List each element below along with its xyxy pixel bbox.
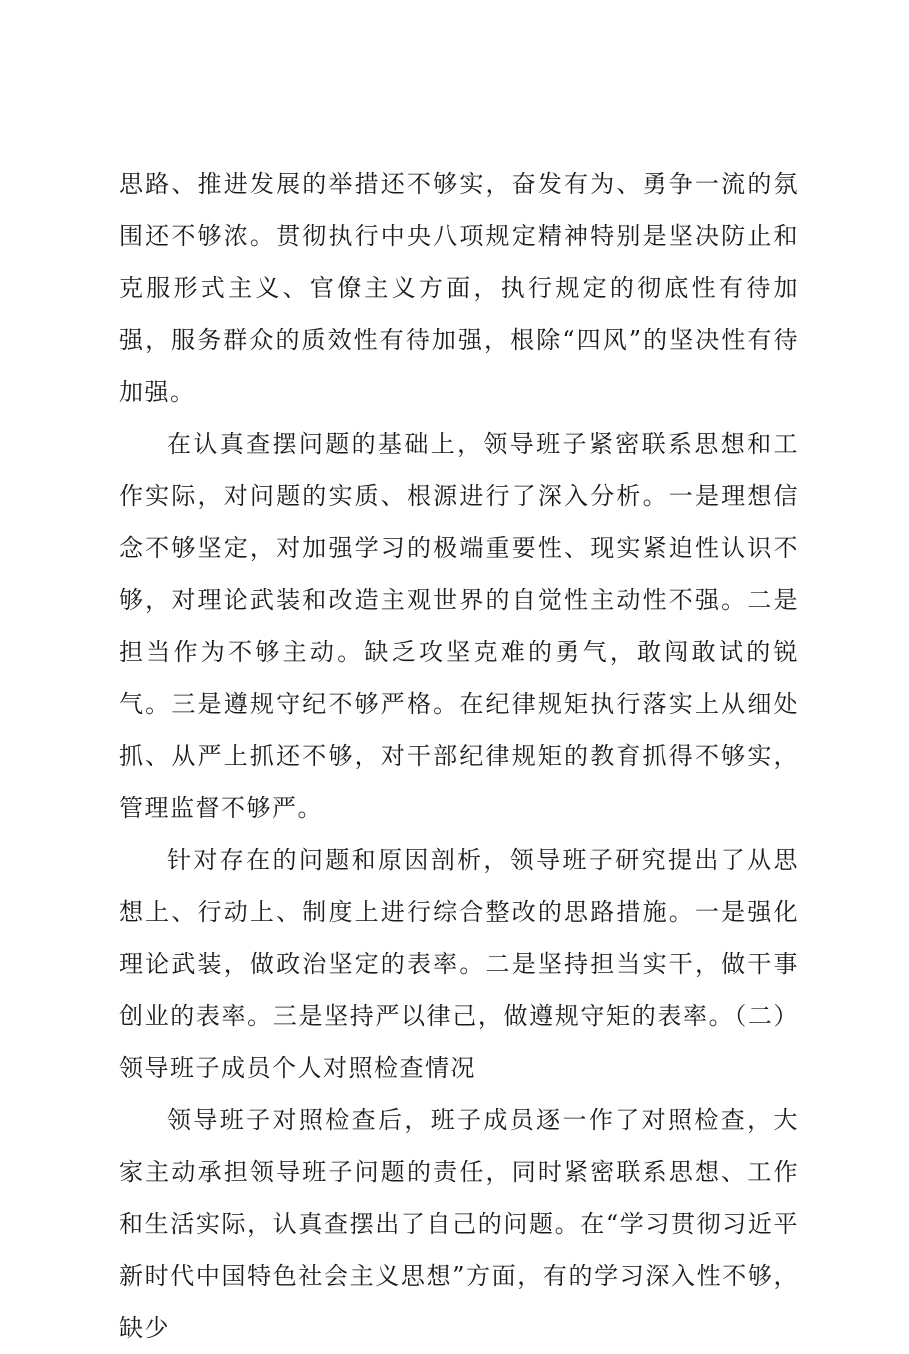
paragraph-4: 领导班子对照检查后，班子成员逐一作了对照检查，大家主动承担领导班子问题的责任，同时紧密联系思想、工作和生活实际，认真查摆出了自己的问题。在“学习贯彻习近平新时代中国特色社会主义思想”方面，有的学习深入性不够，缺少 xyxy=(119,1106,799,1342)
paragraph-3: 针对存在的问题和原因剖析，领导班子研究提出了从思想上、行动上、制度上进行综合整改的思路措施。一是强化理论武装，做政治坚定的表率。二是坚持担当实干，做干事创业的表率。三是坚持严以律己，做遵规守矩的表率。（二）领导班子成员个人对照检查情况 xyxy=(119,846,799,1082)
document-body xyxy=(119,158,799,1354)
paragraph-1: 思路、推进发展的举措还不够实，奋发有为、勇争一流的氛围还不够浓。贯彻执行中央八项规定精神特别是坚决防止和克服形式主义、官僚主义方面，执行规定的彻底性有待加强，服务群众的质效性有待加强，根除“四风”的坚决性有待加强。 xyxy=(119,170,799,406)
paragraph-2: 在认真查摆问题的基础上，领导班子紧密联系思想和工作实际，对问题的实质、根源进行了深入分析。一是理想信念不够坚定，对加强学习的极端重要性、现实紧迫性认识不够，对理论武装和改造主观世界的自觉性主动性不强。二是担当作为不够主动。缺乏攻坚克难的勇气，敢闯敢试的锐气。三是遵规守纪不够严格。在纪律规矩执行落实上从细处抓、从严上抓还不够，对干部纪律规矩的教育抓得不够实，管理监督不够严。 xyxy=(119,430,799,822)
